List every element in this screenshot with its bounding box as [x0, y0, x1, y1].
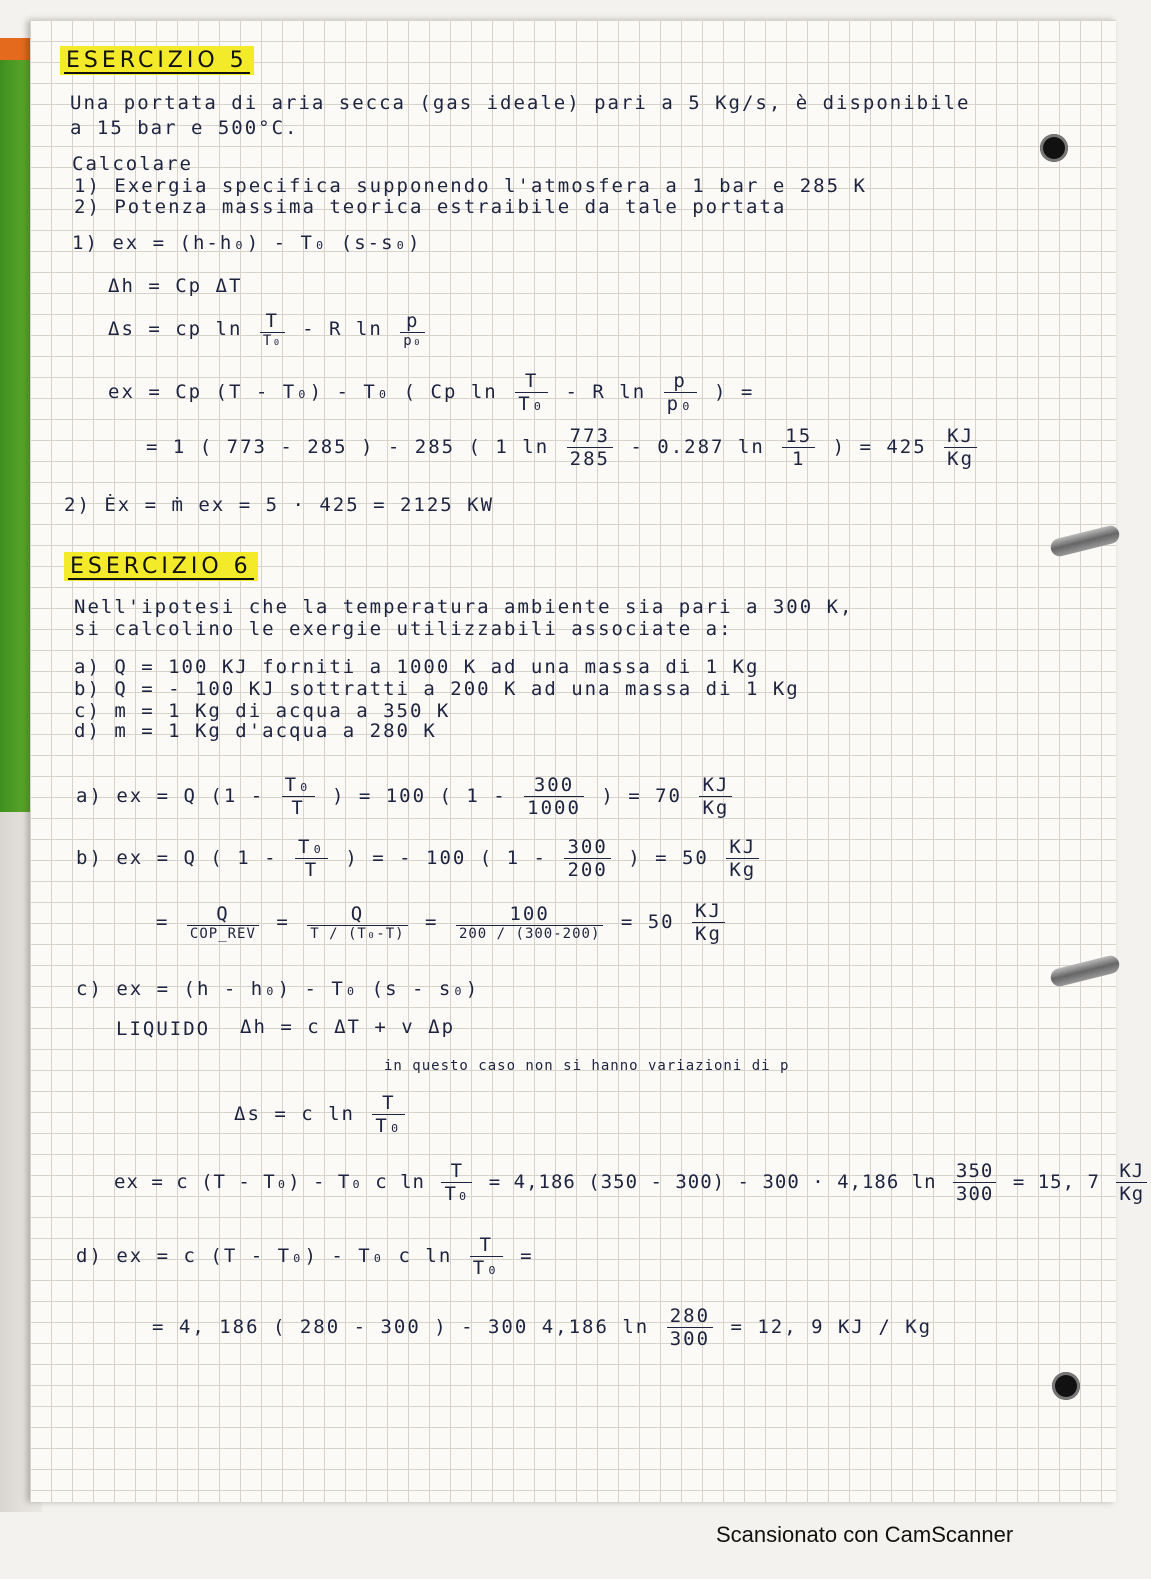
- liquid-label: LIQUIDO: [116, 1018, 211, 1040]
- liquid-enthalpy: Δh = c ΔT + v Δp: [240, 1016, 456, 1038]
- exercise-6-text-line: Nell'ipotesi che la temperatura ambiente sia pari a 300 K,: [74, 596, 854, 618]
- solution-b: b) ex = Q ( 1 - $\frac{\text{T₀}}{T}$ ) = - 100 ( 1 - $\frac{300}{200}$ ) = 50 $\frac{KJ}{Kg}$: [76, 836, 763, 881]
- item-c: c) m = 1 Kg di acqua a 350 K: [74, 700, 451, 722]
- enthalpy-formula: Δh = Cp ΔT: [108, 275, 243, 297]
- exergy-formula: ex = Cp (T - T₀) - T₀ ( Cp ln $\frac{T}{\text{T₀}}$ - R ln $\frac{p}{\text{p₀}}$ ) =: [108, 370, 755, 415]
- question-2: 2) Potenza massima teorica estraibile da tale portata: [74, 196, 787, 218]
- item-b: b) Q = - 100 KJ sottratti a 200 K ad una massa di 1 Kg: [74, 678, 800, 700]
- calc-title: Calcolare: [72, 153, 193, 175]
- solution-d: d) ex = c (T - T₀) - T₀ c ln $\frac{T}{\text{T₀}}$ =: [76, 1234, 534, 1279]
- note-no-pressure: in questo caso non si hanno variazioni di p: [384, 1058, 790, 1074]
- exercise-6-heading: ESERCIZIO 6: [64, 552, 258, 581]
- item-d: d) m = 1 Kg d'acqua a 280 K: [74, 720, 437, 742]
- scanner-watermark: Scansionato con CamScanner: [716, 1522, 1014, 1547]
- solution-b-cop: = $\frac{Q}{\text{COP\_REV}}$ = $\frac{Q}{\text{T / (T₀-T)}}$ = $\frac{100}{200 / (300-200)}$ = 50 $\frac{KJ}{Kg}$: [156, 900, 729, 945]
- question-1: 1) Exergia specifica supponendo l'atmosfera a 1 bar e 285 K: [74, 175, 867, 197]
- item-a: a) Q = 100 KJ forniti a 1000 K ad una massa di 1 Kg: [74, 656, 760, 678]
- solution-a: a) ex = Q (1 - $\frac{\text{T₀}}{T}$ ) = 100 ( 1 - $\frac{300}{1000}$ ) = 70 $\frac{KJ}{Kg}$: [76, 774, 736, 819]
- solution-1: 1) ex = (h-h₀) - T₀ (s-s₀): [72, 232, 422, 254]
- exercise-5-text-line: a 15 bar e 500°C.: [70, 117, 299, 139]
- liquid-entropy: Δs = c ln $\frac{T}{\text{T₀}}$: [234, 1092, 409, 1137]
- solution-c: c) ex = (h - h₀) - T₀ (s - s₀): [76, 978, 480, 1000]
- entropy-formula: Δs = cp ln $\frac{T}{\text{T₀}}$ - R ln $\frac{p}{\text{p₀}}$: [108, 310, 429, 349]
- exergy-numeric: = 1 ( 773 - 285 ) - 285 ( 1 ln $\frac{773}{285}$ - 0.287 ln $\frac{15}{1}$ ) = 425 $\frac{KJ}{Kg}$: [146, 425, 981, 470]
- exercise-6-text-line: si calcolino le exergie utilizzabili associate a:: [74, 618, 733, 640]
- solution-2: 2) Ėx = ṁ ex = 5 · 425 = 2125 KW: [64, 494, 495, 516]
- solution-c-numeric: ex = c (T - T₀) - T₀ c ln $\frac{T}{\text{T₀}}$ = 4,186 (350 - 300) - 300 · 4,186 ln $\frac{350}{300}$ = 15, 7 $\frac{KJ}{Kg}$: [114, 1160, 1151, 1205]
- exercise-5-text-line: Una portata di aria secca (gas ideale) pari a 5 Kg/s, è disponibile: [70, 92, 971, 114]
- exercise-5-heading: ESERCIZIO 5: [60, 46, 254, 75]
- solution-d-numeric: = 4, 186 ( 280 - 300 ) - 300 4,186 ln $\frac{280}{300}$ = 12, 9 KJ / Kg: [152, 1305, 933, 1350]
